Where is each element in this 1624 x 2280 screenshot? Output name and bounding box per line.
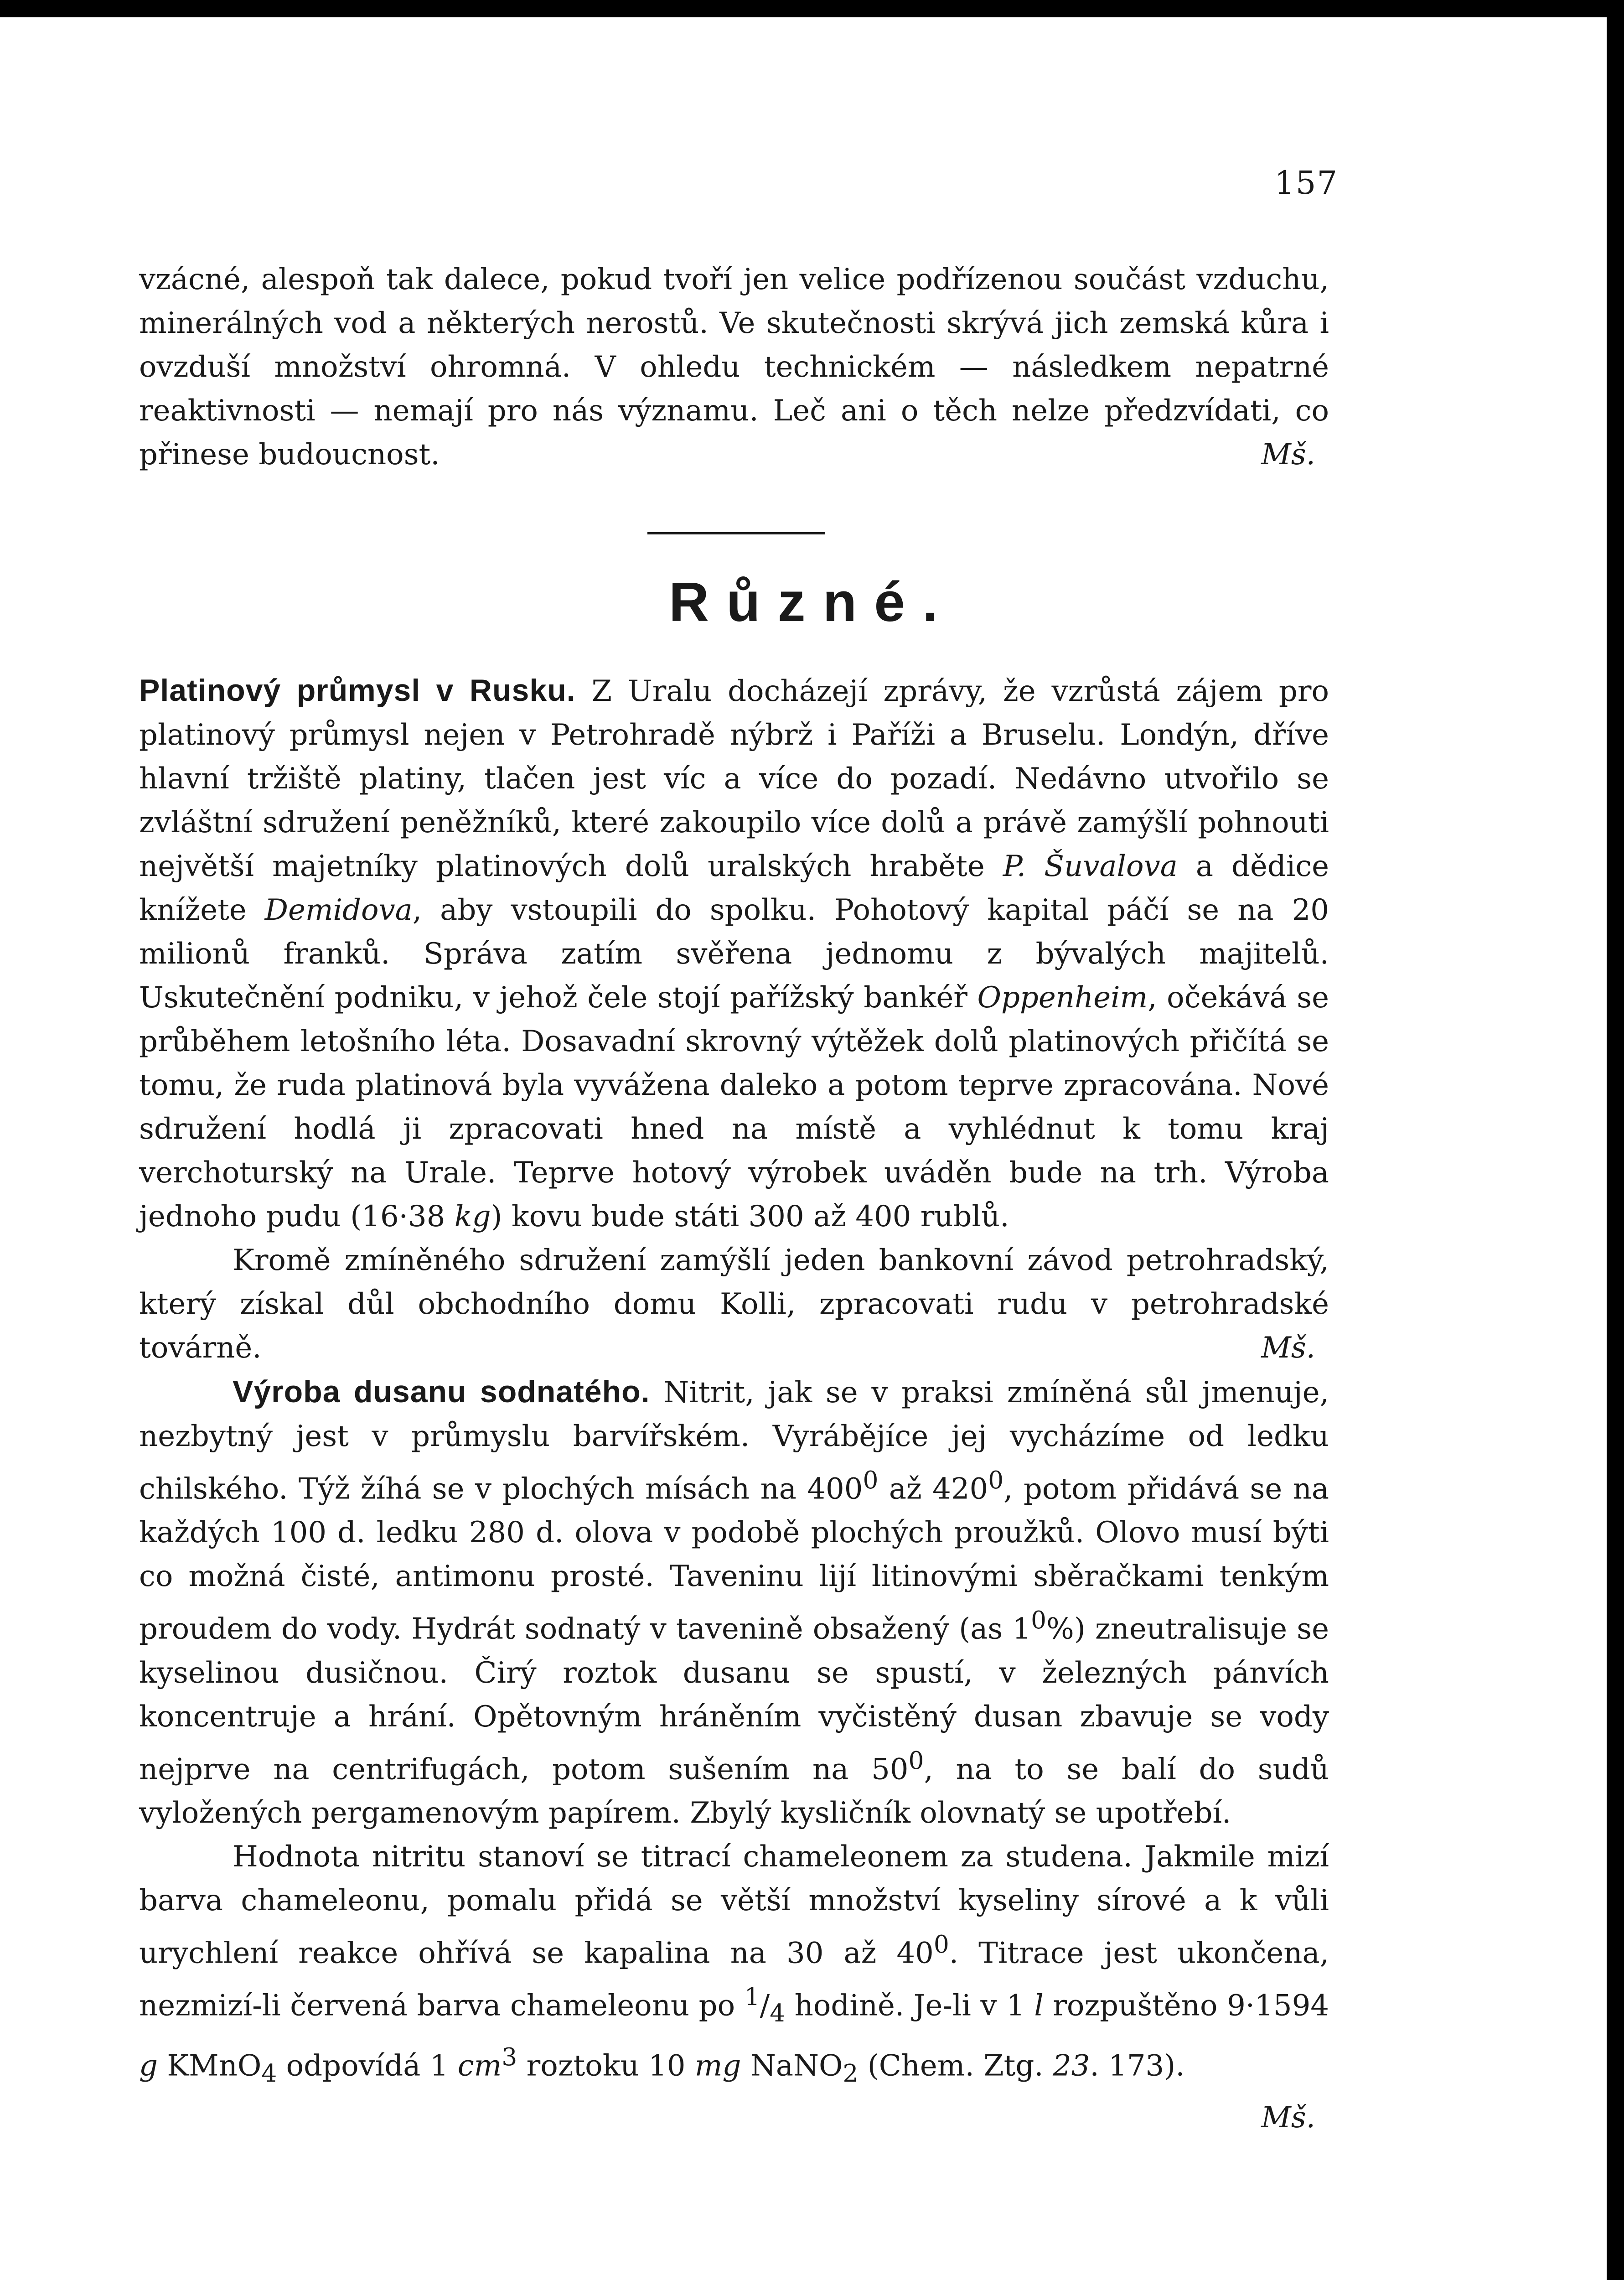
article-platinum-heading: Platinový průmysl v Rusku. [139, 673, 576, 708]
intro-paragraph-block [139, 258, 1329, 477]
article-platinum-paragraph-2: Kromě zmíněného sdružení zamýšlí jeden bankovní závod petrohradský, který získal důl obchodního domu Kolli, zpracovati rudu v petrohradské továrně. Mš. [139, 1238, 1329, 1370]
journal-volume: 23 [1052, 2049, 1090, 2083]
person-name: Demidova [264, 893, 413, 927]
article-nitrite-signature: Mš. [1261, 2100, 1315, 2135]
intro-paragraph [139, 258, 1329, 477]
unit-kg: kg [454, 1200, 491, 1233]
section-divider [647, 532, 825, 534]
scan-border-top [0, 0, 1624, 17]
intro-signature: Mš. [1261, 438, 1315, 472]
person-name: P. Šuvalova [1003, 850, 1178, 883]
article-nitrite-heading: Výroba dusanu sodnatého. [233, 1374, 650, 1409]
article-nitrite-paragraph-2: Hodnota nitritu stanoví se titrací chameleonem za studena. Jakmile mizí barva chameleonu, pomalu přidá se větší množství kyseliny sírové a k vůli urychlení reakce ohřívá se kapalina na 30 až $40^0$. Titrace jest ukončena, nezmizí-li červená barva chameleonu po $^1/_4$ hodině. Je-li v 1 l rozpuštěno 9·1594 g KMnO$_4$ odpovídá 1 $cm^3$ roztoku 10 mg NaNO$_2$ (Chem. Ztg. 23. 173). Mš. [139, 1835, 1329, 2096]
section-title: Různé. [669, 571, 955, 633]
scan-border-right [1607, 0, 1624, 2280]
page-number: 157 [1274, 164, 1338, 202]
article-platinum-signature: Mš. [1261, 1331, 1315, 1365]
article-platinum-paragraph-1: Platinový průmysl v Rusku. Z Uralu docházejí zprávy, že vzrůstá zájem pro platinový průmysl nejen v Petrohradě nýbrž i Paříži a Bruselu. Londýn, dříve hlavní tržiště platiny, tlačen jest víc a více do pozadí. Nedávno utvořilo se zvláštní sdružení peněžníků, které zakoupilo více dolů a právě zamýšlí pohnouti největší majetníky platinových dolů uralských hraběte P. Šuvalova a dědice knížete Demidova, aby vstoupili do spolku. Pohotový kapital páčí se na 20 milionů franků. Správa zatím svěřena jednomu z bývalých majitelů. Uskutečnění podniku, v jehož čele stojí pařížský bankéř Oppenheim, očekává se průběhem letošního léta. Dosavadní skrovný výtěžek dolů platinových přičítá se tomu, že ruda platinová byla vyvážena daleko a potom teprve zpracována. Nové sdružení hodlá ji zpracovati hned na místě a vyhlédnut k tomu kraj verchoturský na Urale. Teprve hotový výrobek uváděn bude na trh. Výroba jednoho pudu (16·38 kg) kovu bude státi 300 až 400 rublů. [139, 673, 1329, 1233]
article-nitrite-paragraph-1: Výroba dusanu sodnatého. Nitrit, jak se v praksi zmíněná sůl jmenuje, nezbytný jest v průmyslu barvířském. Vyrábějíce jej vycházíme od ledku chilského. Týž žíhá se v plochých mísách na $400^0$ až $420^0$, potom přidává se na každých 100 d. ledku 280 d. olova v podobě plochých proužků. Olovo musí býti co možná čisté, antimonu prosté. Taveninu lijí litinovými sběračkami tenkým proudem do vody. Hydrát sodnatý v tavenině obsažený (as $1^0\%$) zneutralisuje se kyselinou dusičnou. Čirý roztok dusanu se spustí, v železných pánvích koncentruje a hrání. Opětovným hráněním vyčistěný dusan zbavuje se vody nejprve na centrifugách, potom sušením na $50^0$, na to se balí do sudů vyložených pergamenovým papírem. Zbylý kysličník olovnatý se upotřebí. [139, 1374, 1329, 1830]
intro-text: vzácné, alespoň tak dalece, pokud tvoří jen velice podřízenou součást vzduchu, minerálných vod a některých nerostů. Ve skutečnosti skrývá jich zemská kůra i ovzduší množství ohromná. V ohledu technickém — následkem nepatrné reaktivnosti — nemají pro nás významu. Leč ani o těch nelze předzvídati, co přinese budoucnost. [139, 263, 1329, 472]
person-name: Oppenheim [977, 981, 1148, 1015]
articles-block [139, 668, 1329, 2140]
